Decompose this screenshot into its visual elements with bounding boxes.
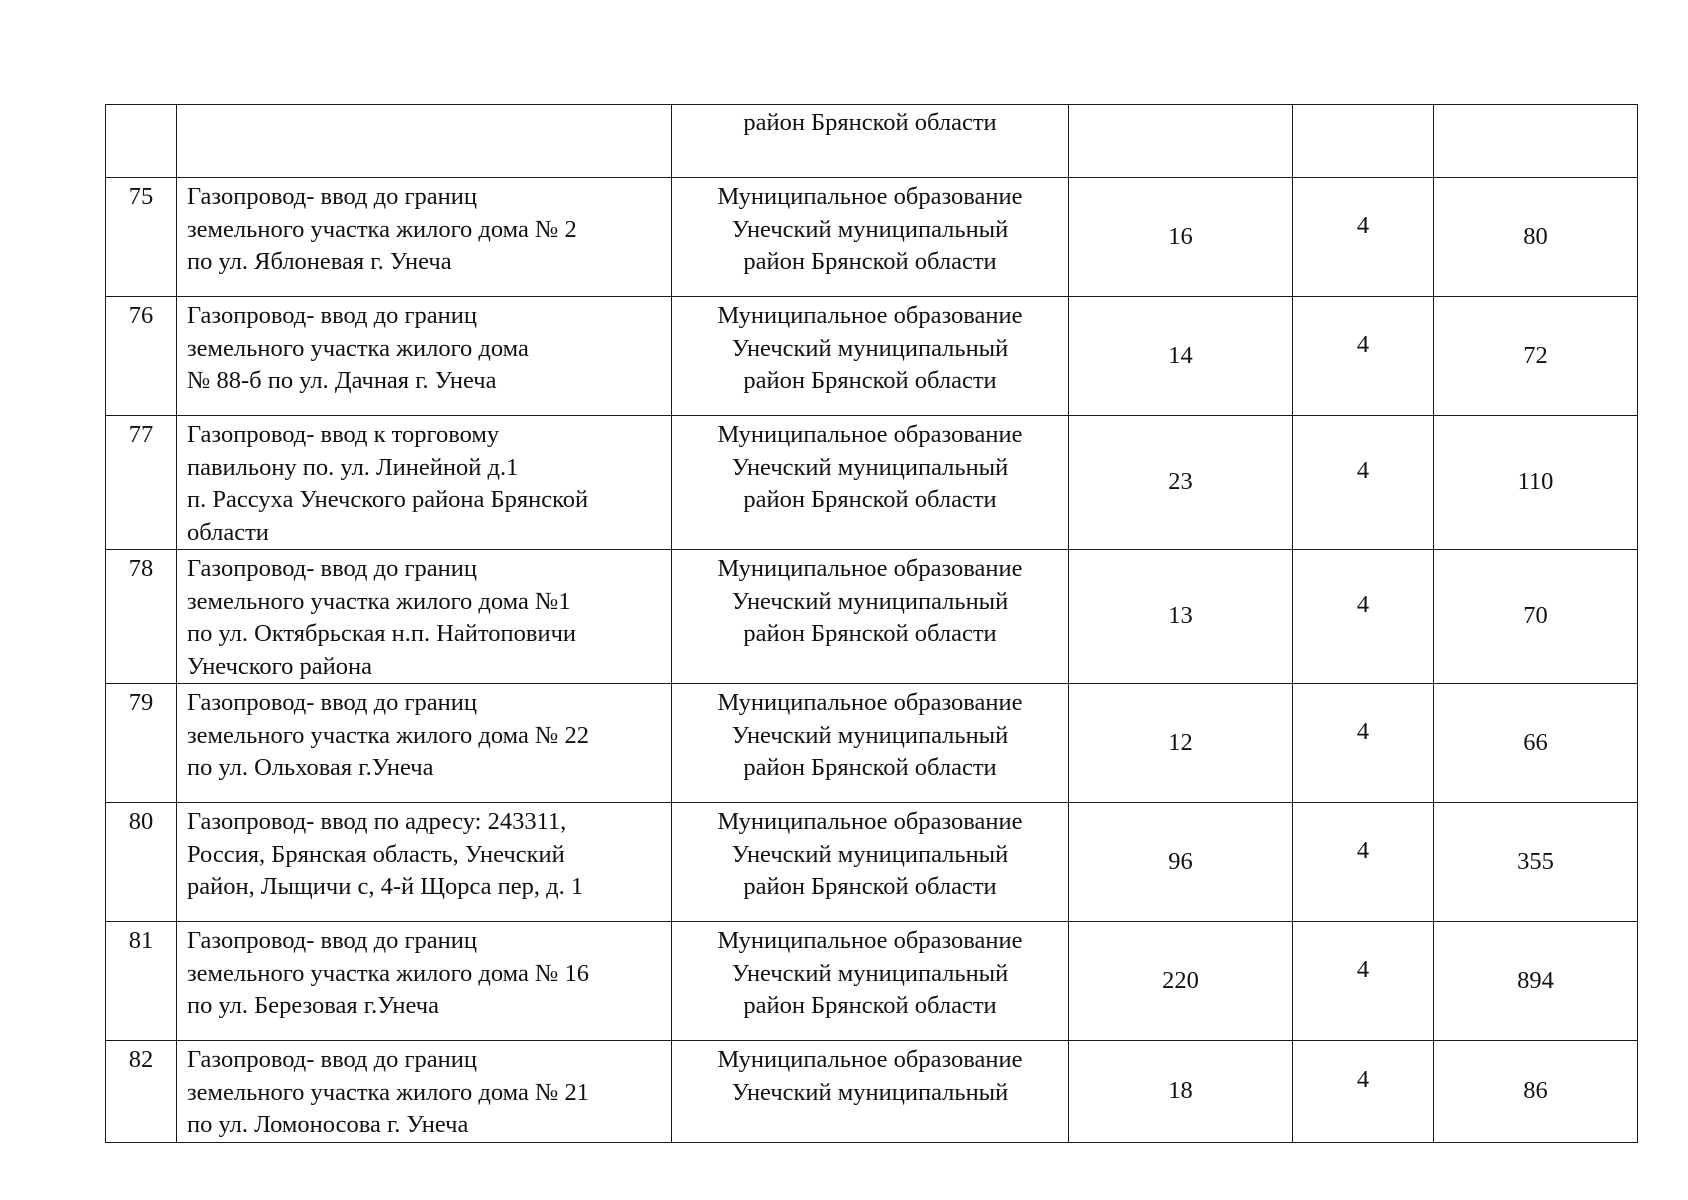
cell-owner-line: Унечский муниципальный xyxy=(731,453,1009,481)
cell-owner-line: Муниципальное образование xyxy=(717,555,1023,582)
cell-length: 96 xyxy=(1069,803,1293,922)
cell-name-line: области xyxy=(187,518,269,546)
cell-owner-line: Муниципальное образование xyxy=(717,1046,1023,1073)
cell-name-line: Газопровод- ввод по адресу: 243311, xyxy=(187,808,567,835)
document-page xyxy=(105,104,1637,1143)
cell-count: 4 xyxy=(1293,803,1434,922)
cell-owner-line: район Брянской области xyxy=(743,754,997,781)
cell-name xyxy=(177,550,672,684)
cell-length: 16 xyxy=(1069,178,1293,297)
cell-name xyxy=(177,297,672,416)
cell-name-line: Газопровод- ввод до границ xyxy=(187,183,477,210)
cell-name-line: Газопровод- ввод до границ xyxy=(187,555,477,582)
cell-count: 4 xyxy=(1293,416,1434,550)
cell-name xyxy=(177,1041,672,1143)
cell-name-line: Газопровод- ввод до границ xyxy=(187,689,477,716)
cell-length: 12 xyxy=(1069,684,1293,803)
cell-count xyxy=(1293,105,1434,178)
cell-value: 110 xyxy=(1434,416,1638,550)
cell-owner-line: Унечский муниципальный xyxy=(731,721,1009,749)
cell-number: 78 xyxy=(106,550,177,684)
cell-name-line: Газопровод- ввод до границ xyxy=(187,1046,477,1073)
cell-owner-line: район Брянской области xyxy=(743,486,997,513)
cell-length: 23 xyxy=(1069,416,1293,550)
cell-name-line: земельного участка жилого дома № 2 xyxy=(187,215,577,243)
cell-value xyxy=(1434,105,1638,178)
cell-number: 76 xyxy=(106,297,177,416)
cell-name xyxy=(177,803,672,922)
cell-name xyxy=(177,922,672,1041)
cell-value: 70 xyxy=(1434,550,1638,684)
cell-owner-line: район Брянской области xyxy=(743,367,997,394)
cell-number: 77 xyxy=(106,416,177,550)
cell-name-line: по ул. Ломоносова г. Унеча xyxy=(187,1111,469,1138)
cell-value: 66 xyxy=(1434,684,1638,803)
cell-owner-line: Унечский муниципальный xyxy=(731,587,1009,615)
cell-value: 72 xyxy=(1434,297,1638,416)
cell-count: 4 xyxy=(1293,297,1434,416)
table-row xyxy=(106,550,1638,684)
cell-length: 14 xyxy=(1069,297,1293,416)
cell-owner-line: Унечский муниципальный xyxy=(731,1078,1009,1106)
cell-length: 13 xyxy=(1069,550,1293,684)
cell-owner: район Брянской области xyxy=(672,105,1069,178)
cell-owner xyxy=(672,178,1069,297)
cell-owner-line: район Брянской области xyxy=(743,992,997,1019)
cell-name-line: земельного участка жилого дома № 22 xyxy=(187,721,589,749)
table-row xyxy=(106,922,1638,1041)
cell-name-line: земельного участка жилого дома xyxy=(187,334,529,362)
cell-number: 80 xyxy=(106,803,177,922)
cell-number: 82 xyxy=(106,1041,177,1143)
cell-value: 355 xyxy=(1434,803,1638,922)
cell-name-line: павильону по. ул. Линейной д.1 xyxy=(187,453,519,481)
cell-name-line: Газопровод- ввод к торговому xyxy=(187,421,500,448)
cell-owner-line: район Брянской области xyxy=(743,873,997,900)
table-row xyxy=(106,416,1638,550)
cell-name-line: по ул. Ольховая г.Унеча xyxy=(187,754,434,781)
cell-value: 80 xyxy=(1434,178,1638,297)
cell-owner xyxy=(672,1041,1069,1143)
cell-owner-line: район Брянской области xyxy=(743,620,997,647)
cell-owner xyxy=(672,922,1069,1041)
cell-name-line: Газопровод- ввод до границ xyxy=(187,302,477,329)
cell-count: 4 xyxy=(1293,178,1434,297)
cell-name-line: земельного участка жилого дома № 21 xyxy=(187,1078,589,1106)
cell-name xyxy=(177,178,672,297)
cell-owner-line: Муниципальное образование xyxy=(717,183,1023,210)
cell-owner-line: Унечский муниципальный xyxy=(731,959,1009,987)
cell-length: 18 xyxy=(1069,1041,1293,1143)
cell-number: 75 xyxy=(106,178,177,297)
cell-owner-line: Муниципальное образование xyxy=(717,927,1023,954)
cell-name-line: № 88-б по ул. Дачная г. Унеча xyxy=(187,367,497,394)
cell-name-line: Газопровод- ввод до границ xyxy=(187,927,477,954)
cell-owner-line: район Брянской области xyxy=(743,248,997,275)
cell-length: 220 xyxy=(1069,922,1293,1041)
cell-owner xyxy=(672,803,1069,922)
cell-number: 81 xyxy=(106,922,177,1041)
cell-name-line: по ул. Октябрьская н.п. Найтоповичи xyxy=(187,620,577,647)
table-row xyxy=(106,1041,1638,1143)
cell-name xyxy=(177,684,672,803)
cell-name-line: Россия, Брянская область, Унечский xyxy=(187,840,565,868)
cell-name xyxy=(177,105,672,178)
cell-owner xyxy=(672,684,1069,803)
cell-owner-line: Муниципальное образование xyxy=(717,689,1023,716)
table-row xyxy=(106,803,1638,922)
cell-owner-line: Муниципальное образование xyxy=(717,808,1023,835)
table-row xyxy=(106,297,1638,416)
cell-name-line: по ул. Березовая г.Унеча xyxy=(187,992,439,1019)
cell-owner xyxy=(672,550,1069,684)
cell-count: 4 xyxy=(1293,684,1434,803)
table-row xyxy=(106,178,1638,297)
cell-name-line: Унечского района xyxy=(187,652,372,680)
cell-owner-line: Унечский муниципальный xyxy=(731,215,1009,243)
gas-pipeline-table xyxy=(105,104,1638,1143)
cell-name-line: район, Лыщичи с, 4-й Щорса пер, д. 1 xyxy=(187,873,584,900)
cell-length xyxy=(1069,105,1293,178)
cell-owner-line: Унечский муниципальный xyxy=(731,334,1009,362)
cell-name-line: по ул. Яблоневая г. Унеча xyxy=(187,248,452,275)
cell-name-line: земельного участка жилого дома №1 xyxy=(187,587,571,615)
cell-number xyxy=(106,105,177,178)
cell-name-line: земельного участка жилого дома № 16 xyxy=(187,959,589,987)
cell-owner xyxy=(672,297,1069,416)
cell-count: 4 xyxy=(1293,1041,1434,1143)
cell-count: 4 xyxy=(1293,922,1434,1041)
cell-number: 79 xyxy=(106,684,177,803)
table-row xyxy=(106,684,1638,803)
cell-owner-line: Муниципальное образование xyxy=(717,302,1023,329)
cell-name xyxy=(177,416,672,550)
table-row-continuation xyxy=(106,105,1638,178)
cell-value: 894 xyxy=(1434,922,1638,1041)
cell-value: 86 xyxy=(1434,1041,1638,1143)
cell-name-line: п. Рассуха Унечского района Брянской xyxy=(187,486,589,513)
cell-count: 4 xyxy=(1293,550,1434,684)
cell-owner xyxy=(672,416,1069,550)
cell-owner-line: Унечский муниципальный xyxy=(731,840,1009,868)
cell-owner-line: Муниципальное образование xyxy=(717,421,1023,448)
